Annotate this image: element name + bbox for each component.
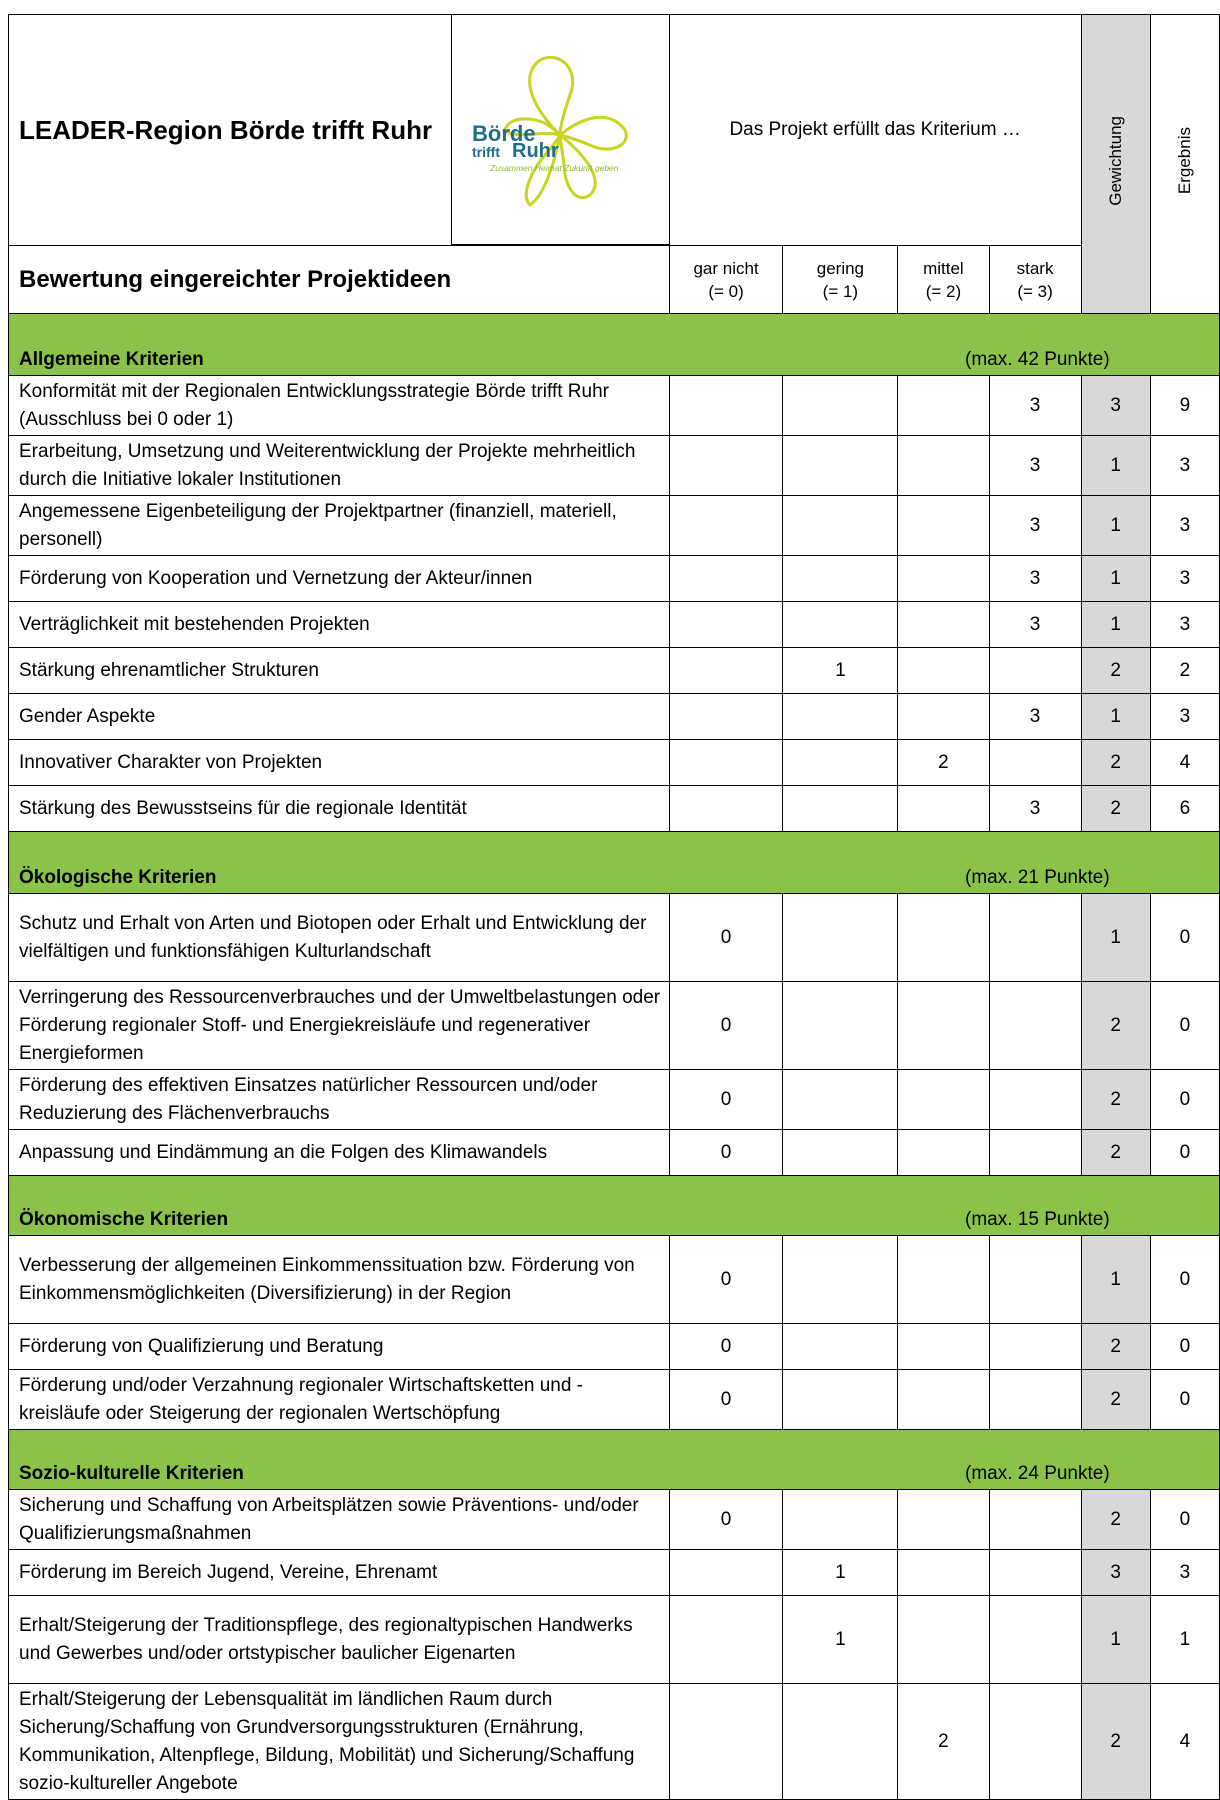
criterion-row <box>9 1490 1220 1550</box>
score-cell <box>989 1550 1081 1596</box>
score-cell <box>669 496 783 556</box>
criterion-text: Verringerung des Ressourcenverbrauches und der Umweltbelastungen oder Förderung regionaler Stoff- und Energiekreisläufe und regenerativer Energieformen <box>9 982 670 1070</box>
subtitle: Bewertung eingereichter Projektideen <box>9 246 670 314</box>
criterion-text: Innovativer Charakter von Projekten <box>9 740 670 786</box>
criterion-row <box>9 894 1220 982</box>
criterion-text: Gender Aspekte <box>9 694 670 740</box>
score-cell <box>989 740 1081 786</box>
score-cell: 3 <box>989 376 1081 436</box>
score-cell <box>989 1130 1081 1176</box>
result-cell: 0 <box>1150 1490 1219 1550</box>
score-cell <box>898 496 989 556</box>
column-header: gering (= 1) <box>783 246 898 314</box>
score-cell <box>898 786 989 832</box>
score-cell <box>898 1070 989 1130</box>
score-cell <box>898 556 989 602</box>
score-cell: 3 <box>989 556 1081 602</box>
score-cell <box>783 602 898 648</box>
weight-cell: 1 <box>1081 436 1150 496</box>
score-cell <box>669 602 783 648</box>
score-cell <box>783 1070 898 1130</box>
score-cell <box>989 1236 1081 1324</box>
criterion-text: Förderung von Kooperation und Vernetzung der Akteur/innen <box>9 556 670 602</box>
score-cell <box>898 1130 989 1176</box>
score-cell <box>783 1236 898 1324</box>
category-row <box>9 314 1220 376</box>
criterion-row <box>9 1550 1220 1596</box>
weight-cell: 2 <box>1081 1490 1150 1550</box>
weight-label: Gewichtung <box>1105 116 1125 206</box>
result-cell: 3 <box>1150 694 1219 740</box>
score-cell <box>783 1684 898 1800</box>
score-cell <box>898 1236 989 1324</box>
criterion-text: Anpassung und Eindämmung an die Folgen des Klimawandels <box>9 1130 670 1176</box>
score-cell <box>898 1370 989 1430</box>
category-row <box>9 1176 1220 1236</box>
criterion-row <box>9 648 1220 694</box>
category-row <box>9 832 1220 894</box>
result-cell: 0 <box>1150 1236 1219 1324</box>
score-cell <box>989 1070 1081 1130</box>
criterion-text: Förderung des effektiven Einsatzes natürlicher Ressourcen und/oder Reduzierung des Flächenverbrauchs <box>9 1070 670 1130</box>
result-cell: 4 <box>1150 1684 1219 1800</box>
criterion-text: Erhalt/Steigerung der Traditionspflege, des regionaltypischen Handwerks und Gewerbes und/oder ortstypischer baulicher Eigenarten <box>9 1596 670 1684</box>
score-cell <box>898 982 989 1070</box>
result-cell: 2 <box>1150 648 1219 694</box>
result-cell: 3 <box>1150 602 1219 648</box>
category-name: Sozio-kulturelle Kriterien <box>19 1463 244 1484</box>
score-cell <box>783 694 898 740</box>
weight-header <box>1081 15 1150 314</box>
subheader-row <box>9 246 1220 314</box>
score-cell: 1 <box>783 648 898 694</box>
score-cell <box>669 1550 783 1596</box>
criterion-row <box>9 982 1220 1070</box>
score-cell: 3 <box>989 694 1081 740</box>
criterion-row <box>9 1070 1220 1130</box>
category-name: Ökonomische Kriterien <box>19 1209 229 1230</box>
weight-cell: 1 <box>1081 556 1150 602</box>
category-max-points: (max. 42 Punkte) <box>965 349 1110 370</box>
result-cell: 0 <box>1150 1324 1219 1370</box>
result-cell: 0 <box>1150 982 1219 1070</box>
result-cell: 3 <box>1150 496 1219 556</box>
score-cell <box>898 694 989 740</box>
criterion-text: Sicherung und Schaffung von Arbeitsplätzen sowie Präventions- und/oder Qualifizierungsmaßnahmen <box>9 1490 670 1550</box>
criterion-row <box>9 376 1220 436</box>
column-header: gar nicht (= 0) <box>669 246 783 314</box>
score-cell <box>989 1370 1081 1430</box>
score-cell <box>989 1684 1081 1800</box>
score-cell <box>669 648 783 694</box>
criterion-row <box>9 786 1220 832</box>
criterion-row <box>9 1130 1220 1176</box>
weight-cell: 2 <box>1081 1370 1150 1430</box>
criterion-row <box>9 556 1220 602</box>
score-cell <box>898 648 989 694</box>
score-cell: 0 <box>669 1236 783 1324</box>
criterion-row <box>9 496 1220 556</box>
score-cell <box>669 1596 783 1684</box>
result-cell: 0 <box>1150 1370 1219 1430</box>
score-cell <box>898 1324 989 1370</box>
category-name: Allgemeine Kriterien <box>19 349 204 370</box>
weight-cell: 2 <box>1081 982 1150 1070</box>
score-cell <box>669 740 783 786</box>
logo-line1: Börde <box>472 120 536 146</box>
score-cell: 0 <box>669 1130 783 1176</box>
result-cell: 0 <box>1150 894 1219 982</box>
criterion-text: Förderung von Qualifizierung und Beratung <box>9 1324 670 1370</box>
score-cell <box>989 1596 1081 1684</box>
result-cell: 6 <box>1150 786 1219 832</box>
score-cell: 0 <box>669 1490 783 1550</box>
score-cell <box>898 1550 989 1596</box>
result-cell: 3 <box>1150 436 1219 496</box>
criterion-row <box>9 1324 1220 1370</box>
weight-cell: 2 <box>1081 1130 1150 1176</box>
weight-cell: 2 <box>1081 1324 1150 1370</box>
score-cell <box>989 894 1081 982</box>
score-cell: 1 <box>783 1550 898 1596</box>
score-cell <box>783 1490 898 1550</box>
criterion-row <box>9 1370 1220 1430</box>
score-cell <box>898 1490 989 1550</box>
result-cell: 4 <box>1150 740 1219 786</box>
score-cell <box>898 436 989 496</box>
evaluation-table <box>8 14 1220 1800</box>
column-header: stark (= 3) <box>989 246 1081 314</box>
criterion-row <box>9 694 1220 740</box>
criterion-text: Angemessene Eigenbeteiligung der Projektpartner (finanziell, materiell, personell) <box>9 496 670 556</box>
score-cell <box>898 894 989 982</box>
logo-line2: trifft <box>472 143 501 160</box>
score-cell: 3 <box>989 496 1081 556</box>
score-cell <box>669 376 783 436</box>
criterion-text: Verträglichkeit mit bestehenden Projekten <box>9 602 670 648</box>
score-cell <box>783 556 898 602</box>
criterion-row <box>9 1596 1220 1684</box>
weight-cell: 2 <box>1081 786 1150 832</box>
criterion-text: Stärkung des Bewusstseins für die regionale Identität <box>9 786 670 832</box>
score-cell <box>783 1324 898 1370</box>
score-cell: 3 <box>989 602 1081 648</box>
criterion-text: Förderung und/oder Verzahnung regionaler Wirtschaftsketten und -kreisläufe oder Steigerung der regionalen Wertschöpfung <box>9 1370 670 1430</box>
score-cell <box>783 436 898 496</box>
category-max-points: (max. 21 Punkte) <box>965 867 1110 888</box>
weight-cell: 2 <box>1081 740 1150 786</box>
score-cell <box>669 1684 783 1800</box>
score-cell <box>783 1370 898 1430</box>
criterion-text: Förderung im Bereich Jugend, Vereine, Ehrenamt <box>9 1550 670 1596</box>
criterion-row <box>9 436 1220 496</box>
result-cell: 9 <box>1150 376 1219 436</box>
weight-cell: 1 <box>1081 602 1150 648</box>
score-cell <box>669 436 783 496</box>
score-cell: 1 <box>783 1596 898 1684</box>
weight-cell: 3 <box>1081 376 1150 436</box>
category-row <box>9 1430 1220 1490</box>
weight-cell: 1 <box>1081 1596 1150 1684</box>
title-cell <box>9 15 670 246</box>
criterion-row <box>9 740 1220 786</box>
criterion-text: Verbesserung der allgemeinen Einkommenssituation bzw. Förderung von Einkommensmöglichkeiten (Diversifizierung) in der Region <box>9 1236 670 1324</box>
score-cell <box>783 982 898 1070</box>
score-cell <box>783 894 898 982</box>
category-max-points: (max. 24 Punkte) <box>965 1463 1110 1484</box>
score-cell: 0 <box>669 1370 783 1430</box>
score-cell <box>898 602 989 648</box>
column-header: mittel (= 2) <box>898 246 989 314</box>
weight-cell: 2 <box>1081 1070 1150 1130</box>
weight-cell: 3 <box>1081 1550 1150 1596</box>
result-header <box>1150 15 1219 314</box>
criterion-text: Erarbeitung, Umsetzung und Weiterentwicklung der Projekte mehrheitlich durch die Initiative lokaler Institutionen <box>9 436 670 496</box>
category-cell <box>9 832 1220 894</box>
weight-cell: 1 <box>1081 694 1150 740</box>
logo <box>452 15 669 245</box>
category-cell <box>9 1176 1220 1236</box>
score-cell: 0 <box>669 1070 783 1130</box>
score-cell <box>669 786 783 832</box>
category-cell <box>9 1430 1220 1490</box>
category-cell <box>9 314 1220 376</box>
weight-cell: 1 <box>1081 1236 1150 1324</box>
score-cell <box>783 376 898 436</box>
criterion-text: Schutz und Erhalt von Arten und Biotopen oder Erhalt und Entwicklung der vielfältigen und funktionsfähigen Kulturlandschaft <box>9 894 670 982</box>
criterion-text: Konformität mit der Regionalen Entwicklungsstrategie Börde trifft Ruhr (Ausschluss bei 0 oder 1) <box>9 376 670 436</box>
weight-cell: 1 <box>1081 894 1150 982</box>
logo-tagline: Zusammen Heimat Zukunft geben <box>490 162 619 173</box>
criterion-caption: Das Projekt erfüllt das Kriterium … <box>669 15 1081 246</box>
score-cell: 0 <box>669 894 783 982</box>
score-cell <box>783 740 898 786</box>
logo-line3: Ruhr <box>512 139 560 162</box>
score-cell <box>783 1130 898 1176</box>
result-label: Ergebnis <box>1174 127 1194 195</box>
score-cell <box>783 786 898 832</box>
score-cell: 3 <box>989 786 1081 832</box>
score-cell: 2 <box>898 1684 989 1800</box>
score-cell <box>898 1596 989 1684</box>
weight-cell: 2 <box>1081 1684 1150 1800</box>
criterion-text: Erhalt/Steigerung der Lebensqualität im ländlichen Raum durch Sicherung/Schaffung von Grundversorgungsstrukturen (Ernährung, Kommunikation, Altenpflege, Bildung, Mobilität) und Sicherung/Schaffung sozio-kultureller Angebote <box>9 1684 670 1800</box>
criterion-row <box>9 1684 1220 1800</box>
score-cell <box>783 496 898 556</box>
score-cell <box>989 1324 1081 1370</box>
score-cell: 0 <box>669 982 783 1070</box>
score-cell <box>989 648 1081 694</box>
result-cell: 3 <box>1150 1550 1219 1596</box>
criterion-row <box>9 602 1220 648</box>
score-cell <box>898 376 989 436</box>
category-name: Ökologische Kriterien <box>19 867 217 888</box>
result-cell: 1 <box>1150 1596 1219 1684</box>
result-cell: 0 <box>1150 1070 1219 1130</box>
category-max-points: (max. 15 Punkte) <box>965 1209 1110 1230</box>
score-cell <box>989 1490 1081 1550</box>
score-cell: 0 <box>669 1324 783 1370</box>
result-cell: 3 <box>1150 556 1219 602</box>
score-cell <box>669 694 783 740</box>
score-cell <box>669 556 783 602</box>
score-cell: 3 <box>989 436 1081 496</box>
score-cell: 2 <box>898 740 989 786</box>
criterion-text: Stärkung ehrenamtlicher Strukturen <box>9 648 670 694</box>
weight-cell: 1 <box>1081 496 1150 556</box>
region-title: LEADER-Region Börde trifft Ruhr <box>9 15 452 245</box>
flower-logo-icon <box>460 45 660 215</box>
header-row <box>9 15 1220 246</box>
result-cell: 0 <box>1150 1130 1219 1176</box>
criterion-row <box>9 1236 1220 1324</box>
weight-cell: 2 <box>1081 648 1150 694</box>
score-cell <box>989 982 1081 1070</box>
